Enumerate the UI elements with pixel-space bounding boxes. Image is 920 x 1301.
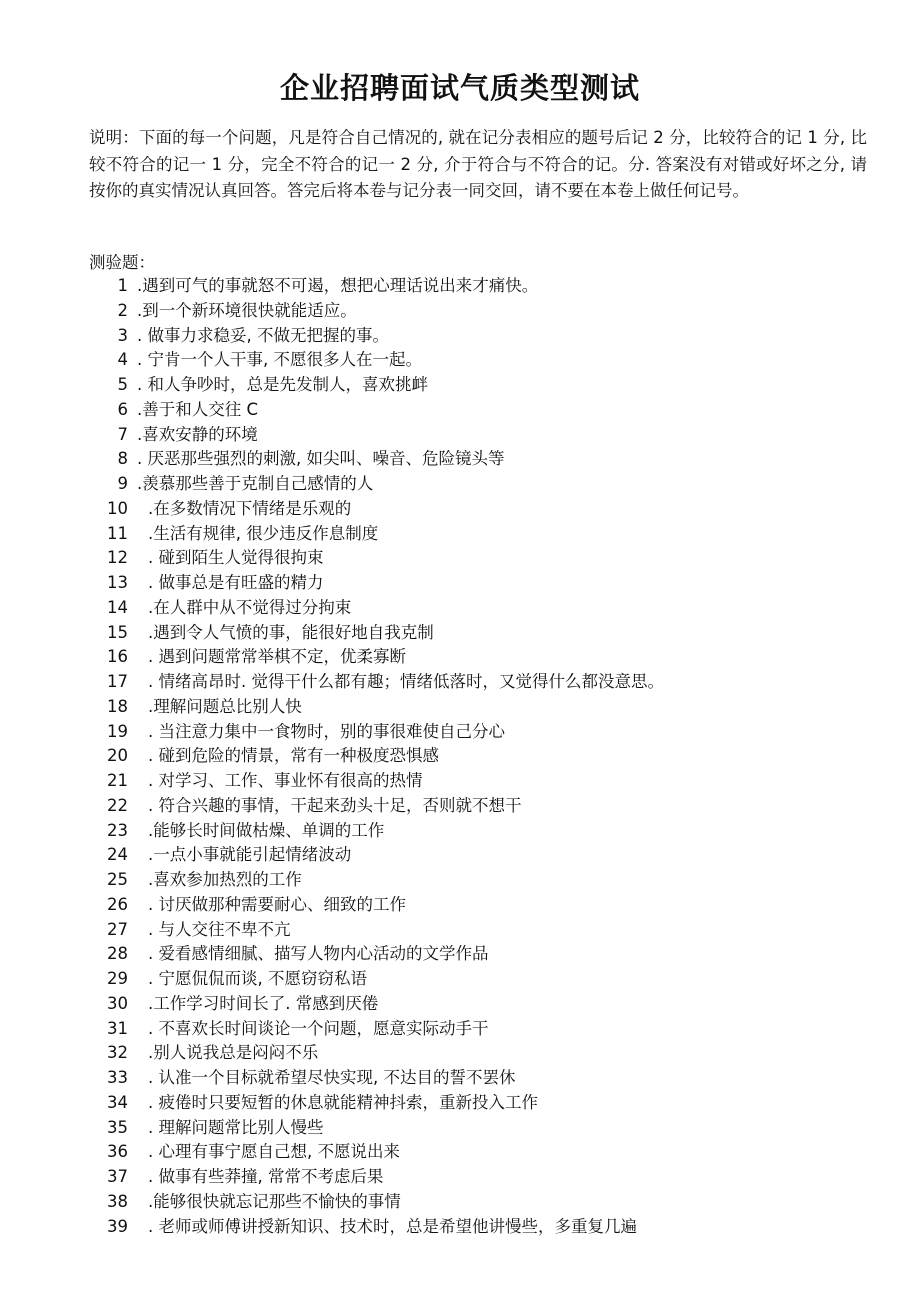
question-item <box>0 670 920 695</box>
question-text: . 和人争吵时，总是先发制人，喜欢挑衅 <box>137 375 428 394</box>
question-item <box>0 1116 920 1141</box>
question-text: .羡慕那些善于克制自己感情的人 <box>137 474 374 493</box>
question-item <box>0 522 920 547</box>
question-number: 33 <box>107 1068 128 1087</box>
question-number: 15 <box>107 622 128 642</box>
question-number: 7 <box>117 424 128 444</box>
question-text: . 做事总是有旺盛的精力 <box>148 573 324 592</box>
question-number: 39 <box>107 1216 128 1236</box>
document-title: 企业招聘面试气质类型测试 <box>279 71 640 105</box>
question-number: 5 <box>117 375 128 394</box>
question-item <box>0 819 920 844</box>
question-text: .喜欢安静的环境 <box>137 424 258 444</box>
question-text: . 碰到陌生人觉得很拘束 <box>148 548 324 568</box>
question-text: .能够很快就忘记那些不愉快的事情 <box>148 1191 401 1211</box>
question-text: . 当注意力集中一食物时，别的事很难使自己分心 <box>148 721 505 741</box>
question-number: 27 <box>107 919 128 939</box>
question-text: . 做事力求稳妥, 不做无把握的事。 <box>137 325 389 345</box>
question-number: 9 <box>117 474 128 493</box>
question-number: 37 <box>107 1167 128 1186</box>
question-number: 36 <box>107 1142 128 1162</box>
question-item <box>0 1165 920 1190</box>
question-text: . 遇到问题常常举棋不定，优柔寡断 <box>148 647 406 667</box>
question-text: .善于和人交往 C <box>137 399 259 419</box>
question-item <box>0 720 920 745</box>
question-number: 18 <box>107 696 128 716</box>
question-number: 31 <box>107 1018 128 1038</box>
question-item <box>0 497 920 522</box>
question-item <box>0 398 920 423</box>
question-text: .到一个新环境很快就能适应。 <box>137 300 357 320</box>
question-item <box>0 571 920 596</box>
question-text: . 心理有事宁愿自己想, 不愿说出来 <box>148 1142 400 1162</box>
question-text: .生活有规律, 很少违反作息制度 <box>148 523 379 543</box>
question-text: . 讨厌做那种需要耐心、细致的工作 <box>148 894 406 914</box>
question-item <box>0 621 920 646</box>
question-item <box>0 893 920 918</box>
question-item <box>0 447 920 472</box>
question-text: .能够长时间做枯燥、单调的工作 <box>148 820 385 840</box>
question-number: 20 <box>107 746 128 766</box>
question-item <box>0 992 920 1017</box>
question-number: 12 <box>107 548 128 568</box>
question-text: . 爱看感情细腻、描写人物内心活动的文学作品 <box>148 944 489 964</box>
question-text: .在人群中从不觉得过分拘束 <box>148 597 352 617</box>
question-number: 6 <box>117 399 128 419</box>
question-number: 30 <box>107 993 128 1013</box>
question-text: . 疲倦时只要短暂的休息就能精神抖索，重新投入工作 <box>148 1092 538 1112</box>
question-item <box>0 1041 920 1066</box>
question-item <box>0 299 920 324</box>
question-item <box>0 423 920 448</box>
question-number: 35 <box>107 1117 128 1137</box>
question-number: 3 <box>117 325 128 345</box>
question-item <box>0 942 920 967</box>
section-label: 测验题： <box>89 253 155 272</box>
question-text: . 做事有些莽撞, 常常不考虑后果 <box>148 1167 384 1186</box>
question-number: 29 <box>107 969 128 988</box>
question-number: 1 <box>117 276 128 295</box>
question-text: .别人说我总是闷闷不乐 <box>148 1043 319 1063</box>
question-list <box>0 274 920 1239</box>
question-item <box>0 373 920 398</box>
question-number: 25 <box>107 870 128 889</box>
question-item <box>0 645 920 670</box>
question-number: 32 <box>107 1043 128 1063</box>
question-text: . 认准一个目标就希望尽快实现, 不达目的誓不罢休 <box>148 1068 516 1087</box>
question-text: . 对学习、工作、事业怀有很高的热情 <box>148 771 423 790</box>
question-text: . 厌恶那些强烈的刺激, 如尖叫、噪音、危险镜头等 <box>137 449 505 469</box>
question-number: 22 <box>107 795 128 815</box>
question-number: 16 <box>107 647 128 667</box>
question-item <box>0 274 920 299</box>
question-item <box>0 794 920 819</box>
question-item <box>0 695 920 720</box>
question-text: . 不喜欢长时间谈论一个问题，愿意实际动手干 <box>148 1018 489 1038</box>
question-item <box>0 918 920 943</box>
question-number: 14 <box>107 597 128 617</box>
question-text: .遇到令人气愤的事，能很好地自我克制 <box>148 622 434 642</box>
question-text: .喜欢参加热烈的工作 <box>148 870 302 889</box>
question-number: 24 <box>107 845 128 865</box>
question-number: 2 <box>117 300 128 320</box>
question-item <box>0 1215 920 1240</box>
question-item <box>0 1190 920 1215</box>
question-number: 34 <box>107 1092 128 1112</box>
question-item <box>0 1091 920 1116</box>
question-number: 17 <box>107 672 128 691</box>
question-item <box>0 868 920 893</box>
question-item <box>0 472 920 497</box>
question-text: . 宁愿侃侃而谈, 不愿窃窃私语 <box>148 969 367 988</box>
question-item <box>0 1140 920 1165</box>
question-number: 28 <box>107 944 128 964</box>
question-item <box>0 1066 920 1091</box>
question-item <box>0 769 920 794</box>
question-number: 4 <box>117 350 128 370</box>
question-item <box>0 324 920 349</box>
question-text: . 宁肯一个人干事, 不愿很多人在一起。 <box>137 350 422 370</box>
question-number: 13 <box>107 573 128 592</box>
question-text: .在多数情况下情绪是乐观的 <box>148 498 352 518</box>
question-number: 38 <box>107 1191 128 1211</box>
question-text: . 碰到危险的情景，常有一种极度恐惧感 <box>148 746 439 766</box>
question-item <box>0 843 920 868</box>
question-text: . 情绪高昂时. 觉得干什么都有趣；情绪低落时，又觉得什么都没意思。 <box>148 672 664 691</box>
question-item <box>0 744 920 769</box>
question-number: 8 <box>117 449 128 469</box>
instructions-paragraph: 说明：下面的每一个问题，凡是符合自己情况的, 就在记分表相应的题号后记 2 分，比较符合的记 1 分, 比较不符合的记一 1 分，完全不符合的记一 2 分, 介于符合与不符合的记。分. 答案没有对错或好坏之分, 请按你的真实情况认真回答。答完后将本卷与记分表一同交回，请不要在本卷上做任何记号。 <box>89 128 867 200</box>
question-item <box>0 348 920 373</box>
question-text: .理解问题总比别人快 <box>148 696 302 716</box>
question-text: . 符合兴趣的事情，干起来劲头十足，否则就不想干 <box>148 795 522 815</box>
question-text: . 与人交往不卑不亢 <box>148 919 291 939</box>
question-item <box>0 596 920 621</box>
question-text: . 理解问题常比别人慢些 <box>148 1117 324 1137</box>
question-text: .工作学习时间长了. 常感到厌倦 <box>148 993 379 1013</box>
question-item <box>0 546 920 571</box>
question-text: .遇到可气的事就怒不可遏，想把心理话说出来才痛快。 <box>137 276 539 295</box>
question-item <box>0 1017 920 1042</box>
question-item <box>0 967 920 992</box>
question-number: 10 <box>107 498 128 518</box>
question-text: .一点小事就能引起情绪波动 <box>148 845 352 865</box>
question-number: 23 <box>107 820 128 840</box>
question-number: 19 <box>107 721 128 741</box>
question-text: . 老师或师傅讲授新知识、技术时，总是希望他讲慢些，多重复几遍 <box>148 1216 637 1236</box>
question-number: 21 <box>107 771 128 790</box>
question-number: 26 <box>107 894 128 914</box>
question-number: 11 <box>107 523 128 543</box>
